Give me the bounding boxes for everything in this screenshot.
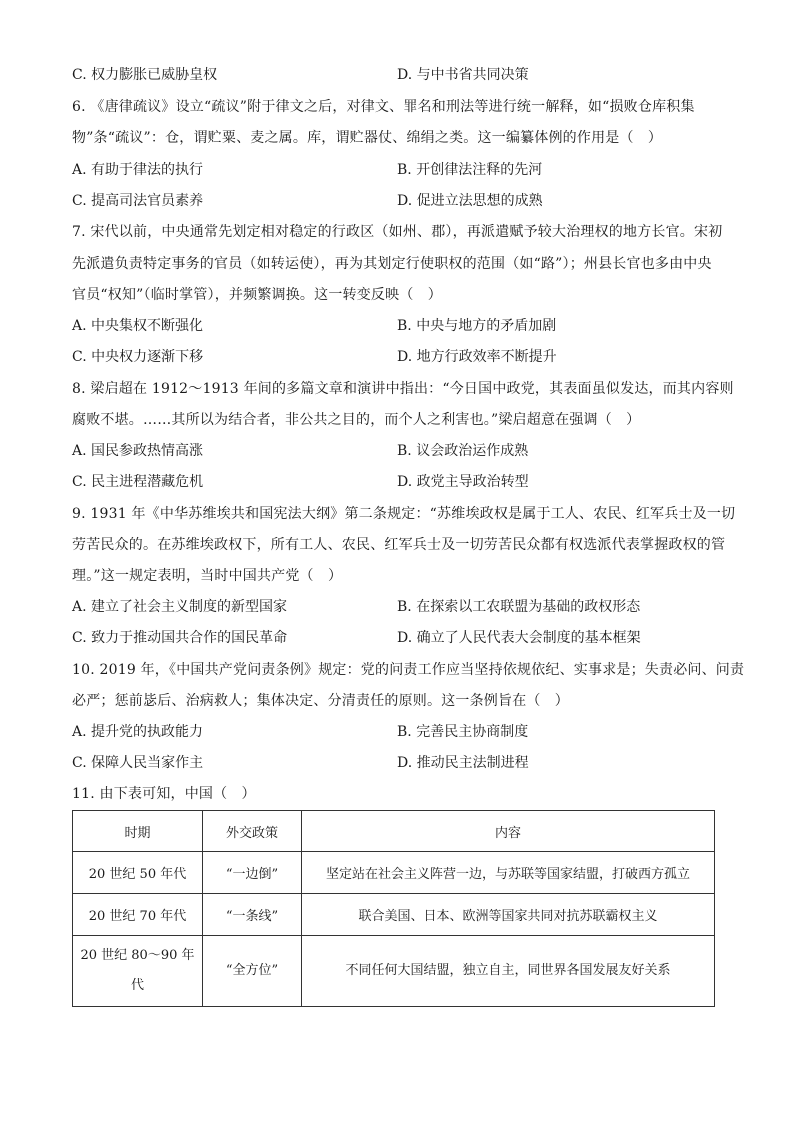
table-cell-policy: “全方位”: [203, 936, 302, 1007]
q7-option-c[interactable]: C. 中央权力逐渐下移: [72, 349, 204, 365]
q9-option-a[interactable]: A. 建立了社会主义制度的新型国家: [72, 599, 288, 615]
table-cell-period: 20 世纪 80～90 年代: [73, 936, 203, 1007]
q8-options-row-2: [72, 467, 722, 498]
table-row: [73, 936, 715, 1007]
q9-option-c[interactable]: C. 致力于推动国共合作的国民革命: [72, 630, 288, 646]
q9-options-row-2: [72, 623, 722, 654]
table-cell-content: 不同任何大国结盟，独立自主，同世界各国发展友好关系: [302, 936, 715, 1007]
q9-option-b[interactable]: B. 在探索以工农联盟为基础的政权形态: [397, 599, 641, 615]
q10-options-row-1: [72, 717, 722, 748]
q10-stem-line-2: 必严；惩前毖后、治病救人；集体决定、分清责任的原则。这一条例旨在（ ）: [72, 693, 569, 709]
q9-option-d[interactable]: D. 确立了人民代表大会制度的基本框架: [397, 630, 641, 646]
q11-stem: 11. 由下表可知，中国（ ）: [72, 786, 256, 802]
table-row: [73, 894, 715, 936]
q8-options-row-1: [72, 436, 722, 467]
q7-stem-line-2: 先派遣负责特定事务的官员（如转运使），再为其划定行使职权的范围（如“路”）；州县长官也多由中央: [72, 256, 712, 272]
table-cell-policy: “一边倒”: [203, 852, 302, 894]
table-header-period: 时期: [73, 811, 203, 852]
table-cell-period: 20 世纪 50 年代: [73, 852, 203, 894]
q10-option-c[interactable]: C. 保障人民当家作主: [72, 755, 204, 771]
table-cell-period: 20 世纪 70 年代: [73, 894, 203, 936]
q8-option-a[interactable]: A. 国民参政热情高涨: [72, 443, 204, 459]
q10-option-d[interactable]: D. 推动民主法制进程: [397, 755, 529, 771]
q6-options-row-1: [72, 155, 722, 186]
q10-options-row-2: [72, 748, 722, 779]
q7-option-d[interactable]: D. 地方行政效率不断提升: [397, 349, 557, 365]
table-header-content: 内容: [302, 811, 715, 852]
q7-option-b[interactable]: B. 中央与地方的矛盾加剧: [397, 318, 557, 334]
q7-options-row-2: [72, 342, 722, 373]
q6-option-c[interactable]: C. 提高司法官员素养: [72, 193, 204, 209]
table-header-policy: 外交政策: [203, 811, 302, 852]
q5-option-d[interactable]: D. 与中书省共同决策: [397, 67, 529, 83]
q10-stem-line-1: 10. 2019 年，《中国共产党问责条例》规定：党的问责工作应当坚持依规依纪、实事求是；失责必问、问责: [72, 662, 745, 678]
q7-stem-line-3: 官员“权知”（临时掌管），并频繁调换。这一转变反映（ ）: [72, 287, 442, 303]
q5-option-c[interactable]: C. 权力膨胀已威胁皇权: [72, 67, 218, 83]
table-cell-content: 坚定站在社会主义阵营一边，与苏联等国家结盟，打破西方孤立: [302, 852, 715, 894]
q6-stem-line-1: 6. 《唐律疏议》设立“疏议”附于律文之后，对律文、罪名和刑法等进行统一解释，如“损败仓库积集: [72, 99, 695, 115]
q10-option-b[interactable]: B. 完善民主协商制度: [397, 724, 529, 740]
table-cell-policy: “一条线”: [203, 894, 302, 936]
table-header-row: [73, 811, 715, 852]
q6-stem-line-2: 物”条“疏议”：仓，谓贮粟、麦之属。库，谓贮器仗、绵绢之类。这一编纂体例的作用是（ ）: [72, 130, 663, 146]
table-cell-content: 联合美国、日本、欧洲等国家共同对抗苏联霸权主义: [302, 894, 715, 936]
q8-option-b[interactable]: B. 议会政治运作成熟: [397, 443, 529, 459]
q7-option-a[interactable]: A. 中央集权不断强化: [72, 318, 204, 334]
q9-options-row-1: [72, 592, 722, 623]
q9-stem-line-3: 理。”这一规定表明，当时中国共产党（ ）: [72, 568, 343, 584]
q6-option-d[interactable]: D. 促进立法思想的成熟: [397, 193, 543, 209]
q7-options-row-1: [72, 311, 722, 342]
q8-stem-line-1: 8. 梁启超在 1912～1913 年间的多篇文章和演讲中指出：“今日国中政党，其表面虽似发达，而其内容则: [72, 381, 734, 397]
q6-options-row-2: [72, 186, 722, 217]
table-row: [73, 852, 715, 894]
q9-stem-line-1: 9. 1931 年《中华苏维埃共和国宪法大纲》第二条规定：“苏维埃政权是属于工人、农民、红军兵士及一切: [72, 506, 736, 522]
q5-options-row: [72, 60, 722, 91]
q8-option-d[interactable]: D. 政党主导政治转型: [397, 474, 529, 490]
diplomacy-table: [72, 810, 715, 1007]
q10-option-a[interactable]: A. 提升党的执政能力: [72, 724, 204, 740]
q7-stem-line-1: 7. 宋代以前，中央通常先划定相对稳定的行政区（如州、郡），再派遣赋予较大治理权的地方长官。宋初: [72, 224, 723, 240]
q8-stem-line-2: 腐败不堪。……其所以为结合者，非公共之目的，而个人之利害也。”梁启超意在强调（ ）: [72, 412, 641, 428]
q8-option-c[interactable]: C. 民主进程潜藏危机: [72, 474, 204, 490]
q6-option-b[interactable]: B. 开创律法注释的先河: [397, 162, 543, 178]
q6-option-a[interactable]: A. 有助于律法的执行: [72, 162, 204, 178]
q9-stem-line-2: 劳苦民众的。在苏维埃政权下，所有工人、农民、红军兵士及一切劳苦民众都有权选派代表掌握政权的管: [72, 537, 726, 553]
